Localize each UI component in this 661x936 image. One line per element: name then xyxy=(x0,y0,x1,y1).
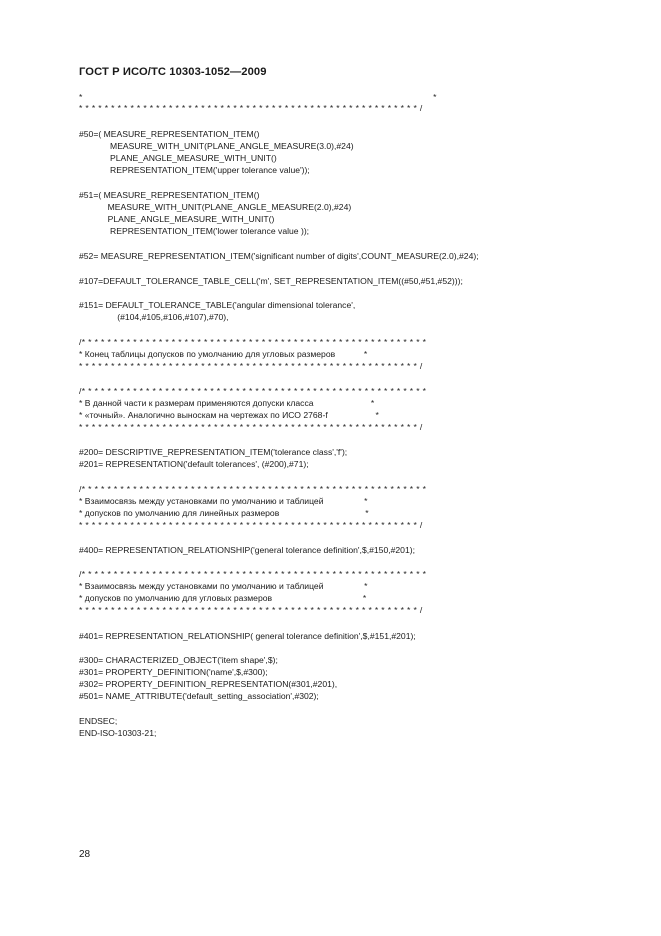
code-line: REPRESENTATION_ITEM('upper tolerance value')); xyxy=(79,165,310,175)
code-line: #51=( MEASURE_REPRESENTATION_ITEM() xyxy=(79,190,260,200)
code-line: ENDSEC; xyxy=(79,716,118,726)
comment-line: /* * * * * * * * * * * * * * * * * * * * * * * * * * * * * * * * * * * * * * * * * * * * * * * * * * * * * * xyxy=(79,484,427,494)
code-line: * * xyxy=(79,92,437,102)
code-line: #107=DEFAULT_TOLERANCE_TABLE_CELL('m', SET_REPRESENTATION_ITEM((#50,#51,#52))); xyxy=(79,276,463,286)
comment-line: * «точный». Аналогично выноскам на чертежах по ИСО 2768-f * xyxy=(79,410,379,420)
code-line: MEASURE_WITH_UNIT(PLANE_ANGLE_MEASURE(3.0),#24) xyxy=(79,141,354,151)
comment-line: * * * * * * * * * * * * * * * * * * * * * * * * * * * * * * * * * * * * * * * * * * * * * * * * * * * * * / xyxy=(79,520,423,530)
code-line: #151= DEFAULT_TOLERANCE_TABLE('angular dimensional tolerance', xyxy=(79,300,356,310)
code-line: PLANE_ANGLE_MEASURE_WITH_UNIT() xyxy=(79,214,275,224)
code-line: #200= DESCRIPTIVE_REPRESENTATION_ITEM('tolerance class','f'); xyxy=(79,447,348,457)
code-line: #301= PROPERTY_DEFINITION('name',$,#300); xyxy=(79,667,268,677)
code-line: END-ISO-10303-21; xyxy=(79,728,157,738)
code-line: #302= PROPERTY_DEFINITION_REPRESENTATION(#301,#201), xyxy=(79,679,338,689)
comment-line: * * * * * * * * * * * * * * * * * * * * * * * * * * * * * * * * * * * * * * * * * * * * * * * * * * * * * / xyxy=(79,361,423,371)
comment-line: * Взаимосвязь между установками по умолчанию и таблицей * xyxy=(79,581,368,591)
comment-line: /* * * * * * * * * * * * * * * * * * * * * * * * * * * * * * * * * * * * * * * * * * * * * * * * * * * * * * xyxy=(79,337,427,347)
comment-line: * допусков по умолчанию для угловых размеров * xyxy=(79,593,367,603)
comment-line: /* * * * * * * * * * * * * * * * * * * * * * * * * * * * * * * * * * * * * * * * * * * * * * * * * * * * * * xyxy=(79,386,427,396)
comment-line: * * * * * * * * * * * * * * * * * * * * * * * * * * * * * * * * * * * * * * * * * * * * * * * * * * * * * / xyxy=(79,605,423,615)
comment-line: * Взаимосвязь между установками по умолчанию и таблицей * xyxy=(79,496,368,506)
code-line: #401= REPRESENTATION_RELATIONSHIP( general tolerance definition',$,#151,#201); xyxy=(79,631,416,641)
code-line: #400= REPRESENTATION_RELATIONSHIP('general tolerance definition',$,#150,#201); xyxy=(79,545,415,555)
comment-line: * Конец таблицы допусков по умолчанию для угловых размеров * xyxy=(79,349,368,359)
code-line: #201= REPRESENTATION('default tolerances', (#200),#71); xyxy=(79,459,309,469)
standard-header-title: ГОСТ Р ИСО/ТС 10303-1052—2009 xyxy=(79,66,267,78)
code-line: #52= MEASURE_REPRESENTATION_ITEM('significant number of digits',COUNT_MEASURE(2.0),#24); xyxy=(79,251,479,261)
comment-line: * * * * * * * * * * * * * * * * * * * * * * * * * * * * * * * * * * * * * * * * * * * * * * * * * * * * * / xyxy=(79,422,423,432)
code-line: #50=( MEASURE_REPRESENTATION_ITEM() xyxy=(79,129,260,139)
code-line: PLANE_ANGLE_MEASURE_WITH_UNIT() xyxy=(79,153,277,163)
comment-line: /* * * * * * * * * * * * * * * * * * * * * * * * * * * * * * * * * * * * * * * * * * * * * * * * * * * * * * xyxy=(79,569,427,579)
comment-line: * В данной части к размерам применяются допуски класса * xyxy=(79,398,375,408)
code-line: REPRESENTATION_ITEM('lower tolerance value )); xyxy=(79,226,310,236)
comment-line: * допусков по умолчанию для линейных размеров * xyxy=(79,508,369,518)
code-line: #300= CHARACTERIZED_OBJECT('item shape',$); xyxy=(79,655,278,665)
code-line: MEASURE_WITH_UNIT(PLANE_ANGLE_MEASURE(2.0),#24) xyxy=(79,202,352,212)
code-line: (#104,#105,#106,#107),#70), xyxy=(79,312,229,322)
page-number: 28 xyxy=(79,849,91,860)
code-line: #501= NAME_ATTRIBUTE('default_setting_association',#302); xyxy=(79,691,319,701)
code-line: * * * * * * * * * * * * * * * * * * * * * * * * * * * * * * * * * * * * * * * * * * * * * * * * * * * * * / xyxy=(79,103,423,113)
